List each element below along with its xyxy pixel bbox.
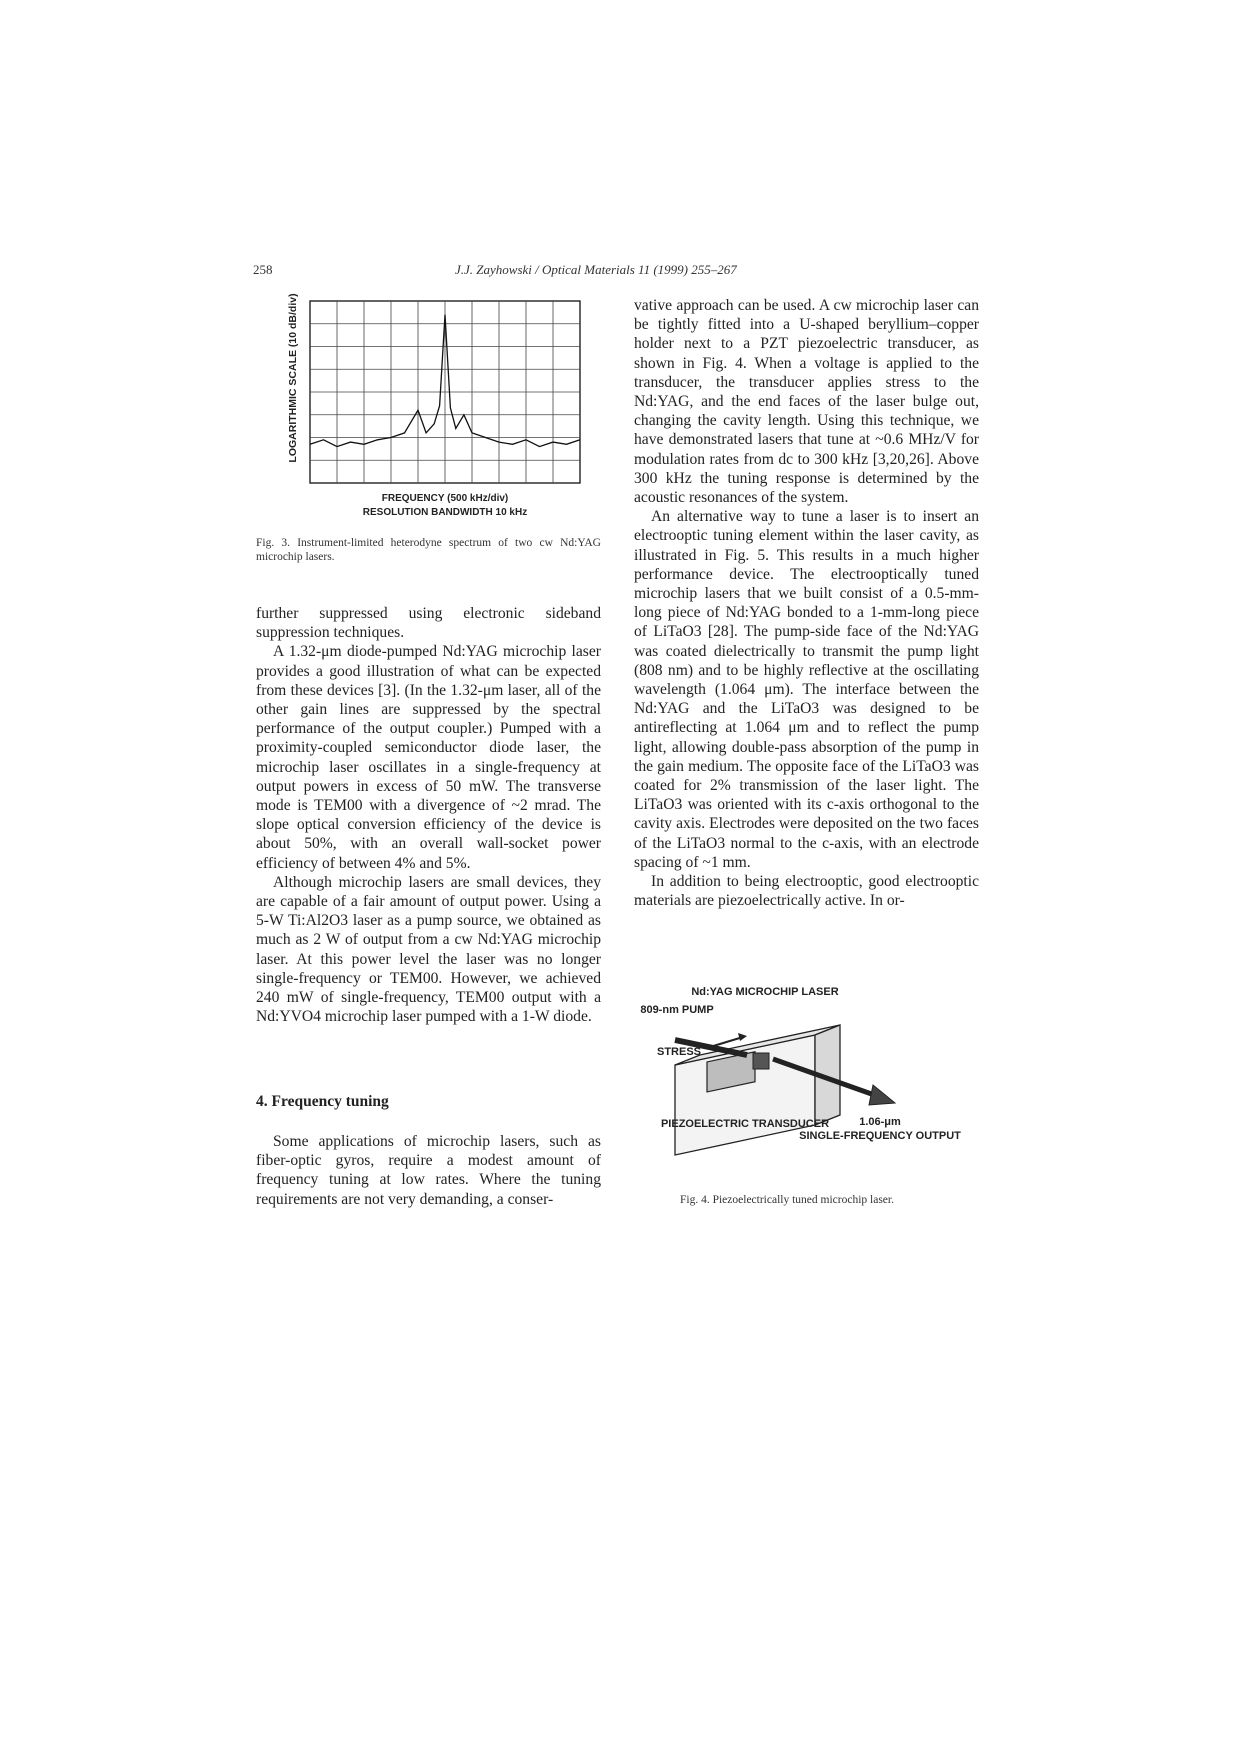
output-wavelength-label: 1.06-μm [859,1116,901,1128]
running-head: J.J. Zayhowski / Optical Materials 11 (1999) 255–267 [455,262,737,277]
left-column [256,604,601,1026]
grid [310,301,580,483]
section-heading: 4. Frequency tuning [256,1093,389,1110]
figure-4-diagram [640,975,961,1180]
figure-3-caption: Fig. 3. Instrument-limited heterodyne spectrum of two cw Nd:YAG microchip lasers. [256,537,601,563]
x-axis-label: FREQUENCY (500 kHz/div) [381,493,509,504]
stress-arrowhead [738,1033,747,1041]
figure-3-chart [280,283,580,523]
page-number: 258 [253,262,273,277]
paragraph: vative approach can be used. A cw microchip laser can be tightly fitted into a U-shaped beryllium–copper holder next to a PZT piezoelectric transducer, as shown in Fig. 4. When a voltage is applied to the transducer, the transducer applies stress to the Nd:YAG, and the end faces of the laser bulge out, changing the cavity length. Using this technique, we have demonstrated lasers that tune at ~0.6 MHz/V for modulation rates from dc to 300 kHz [3,20,26]. Above 300 kHz the tuning response is determined by the acoustic resonances of the system. [634,297,979,507]
left-column-lower [256,1132,601,1209]
figure-4-caption: Fig. 4. Piezoelectrically tuned microchip laser. [680,1194,894,1206]
paragraph: Although microchip lasers are small devices, they are capable of a fair amount of output power. Using a 5-W Ti:Al2O3 laser as a pump source, we obtained as much as 2 W of output from a cw Nd:YAG microchip laser. At this power level the laser was no longer single-frequency or TEM00. However, we achieved 240 mW of single-frequency, TEM00 output with a Nd:YVO4 microchip laser pumped with a 1-W diode. [256,873,601,1026]
microchip-laser [753,1053,769,1069]
paragraph: In addition to being electrooptic, good electrooptic materials are piezoelectrically active. In or- [634,873,979,910]
stress-label: STRESS [657,1046,702,1058]
output-arrowhead [869,1085,895,1105]
laser-label: Nd:YAG MICROCHIP LASER [691,986,839,998]
y-axis-label: LOGARITHMIC SCALE (10 dB/div) [287,293,299,463]
right-column [634,296,979,911]
paragraph: further suppressed using electronic sideband suppression techniques. [256,605,601,642]
pump-label: 809-nm PUMP [640,1004,714,1016]
output-label: SINGLE-FREQUENCY OUTPUT [799,1130,961,1142]
stress-arrow [710,1037,743,1047]
paragraph: Some applications of microchip lasers, such as fiber-optic gyros, require a modest amount of frequency tuning at low rates. Where the tuning requirements are not very demanding, a conser- [256,1133,601,1208]
bandwidth-label: RESOLUTION BANDWIDTH 10 kHz [362,507,528,518]
transducer-label: PIEZOELECTRIC TRANSDUCER [660,1118,830,1130]
paragraph: A 1.32-μm diode-pumped Nd:YAG microchip laser provides a good illustration of what can be expected from these devices [3]. (In the 1.32-μm laser, all of the other gain lines are suppressed by the spectral performance of the output coupler.) Pumped with a proximity-coupled semiconductor diode laser, the microchip laser oscillates in a single-frequency at output powers in excess of 50 mW. The transverse mode is TEM00 with a divergence of ~2 mrad. The slope optical conversion efficiency of the device is about 50%, with an overall wall-socket power efficiency of between 4% and 5%. [256,643,601,872]
paragraph: An alternative way to tune a laser is to insert an electrooptic tuning element within the laser cavity, as illustrated in Fig. 5. This results in a much higher performance device. The electrooptically tuned microchip lasers that we built consist of a 0.5-mm-long piece of Nd:YAG bonded to a 1-mm-long piece of LiTaO3 [28]. The pump-side face of the Nd:YAG was coated dielectrically to transmit the pump light (808 nm) and to be highly reflective at the oscillating wavelength (1.064 μm). The interface between the Nd:YAG and the LiTaO3 was designed to be antireflecting at 1.064 μm and to reflect the pump light, allowing double-pass absorption of the pump in the gain medium. The opposite face of the LiTaO3 was coated for 2% transmission of the laser light. The LiTaO3 was oriented with its c-axis orthogonal to the cavity axis. Electrodes were deposited on the two faces of the LiTaO3 normal to the c-axis, with an electrode spacing of ~1 mm. [634,508,979,871]
